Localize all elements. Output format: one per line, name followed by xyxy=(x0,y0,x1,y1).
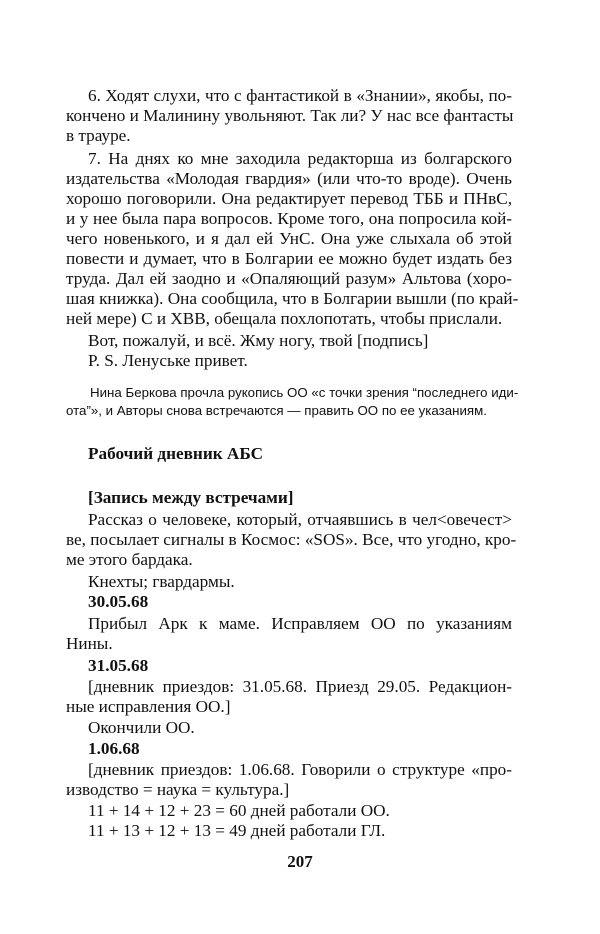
diary-entry-1-line-1: Прибыл Арк к маме. Исправляем ОО по указаниям xyxy=(88,614,512,633)
letter-p7-line-3: хорошо поговорили. Она редактирует перевод ТББ и ПНвС, xyxy=(66,189,512,208)
diary-intro-line-3: ме этого бардака. xyxy=(66,550,193,569)
editorial-note-line-1: Нина Беркова прочла рукопись ОО «с точки зрения “последнего иди- xyxy=(90,385,519,400)
diary-intro-line-2: ве, посылает сигналы в Космос: «SOS». Все, что угодно, кро- xyxy=(66,530,517,549)
diary-entry-2-line-1: [дневник приездов: 31.05.68. Приезд 29.05. Редакцион- xyxy=(88,677,512,696)
diary-heading: Рабочий дневник АБС xyxy=(88,444,263,463)
letter-p6-line-2: кончено и Малинину увольняют. Так ли? У нас все фантасты xyxy=(66,106,514,125)
letter-p7-line-4: и у нее была пара вопросов. Кроме того, она попросила кой- xyxy=(66,209,512,228)
letter-p7-line-5: чего новенького, и я дал ей УнС. Она уже слыхала об этой xyxy=(66,229,512,248)
letter-p7-line-2: издательства «Молодая гвардия» (или что-то вроде). Очень xyxy=(66,169,512,188)
letter-p7-line-7: труда. Дал ей заодно и «Опаляющий разум» Альтова (хоро- xyxy=(66,269,512,288)
diary-entry-3-line-3: 11 + 14 + 12 + 23 = 60 дней работали ОО. xyxy=(88,801,390,820)
editorial-note-line-2: ота”», и Авторы снова встречаются — править ОО по ее указаниям. xyxy=(66,403,487,418)
page-number: 207 xyxy=(287,852,313,871)
letter-p6-line-3: в трауре. xyxy=(66,126,131,145)
letter-p7-line-8: шая книжка). Она сообщила, что в Болгарии вышли (по край- xyxy=(66,289,519,308)
letter-p7-line-1: 7. На днях ко мне заходила редакторша из болгарского xyxy=(88,149,512,168)
diary-entry-3-line-1: [дневник приездов: 1.06.68. Говорили о структуре «про- xyxy=(88,760,512,779)
diary-date-3: 1.06.68 xyxy=(88,739,140,758)
letter-p6-line-1: 6. Ходят слухи, что с фантастикой в «Знании», якобы, по- xyxy=(88,86,512,105)
letter-p7-line-9: ней мере) С и ХВВ, обещала похлопотать, чтобы прислали. xyxy=(66,309,503,328)
diary-entry-1-line-2: Нины. xyxy=(66,634,113,653)
letter-ps: P. S. Ленуське привет. xyxy=(88,351,248,370)
letter-closing: Вот, пожалуй, и всё. Жму ногу, твой [подпись] xyxy=(88,331,429,350)
diary-entry-2-line-3: Окончили ОО. xyxy=(88,718,195,737)
diary-intro-line-1: Рассказ о человеке, который, отчаявшись в чел<овечест> xyxy=(88,510,512,529)
letter-p7-line-6: повести и думает, что в Болгарии ее можно будет издать без xyxy=(66,249,512,268)
diary-subheading: [Запись между встречами] xyxy=(88,488,294,507)
diary-date-1: 30.05.68 xyxy=(88,592,149,611)
diary-knekhty: Кнехты; гвардармы. xyxy=(88,572,235,591)
diary-date-2: 31.05.68 xyxy=(88,656,149,675)
diary-entry-2-line-2: ные исправления ОО.] xyxy=(66,697,231,716)
diary-entry-3-line-4: 11 + 13 + 12 + 13 = 49 дней работали ГЛ. xyxy=(88,821,386,840)
diary-entry-3-line-2: изводство = наука = культура.] xyxy=(66,780,290,799)
